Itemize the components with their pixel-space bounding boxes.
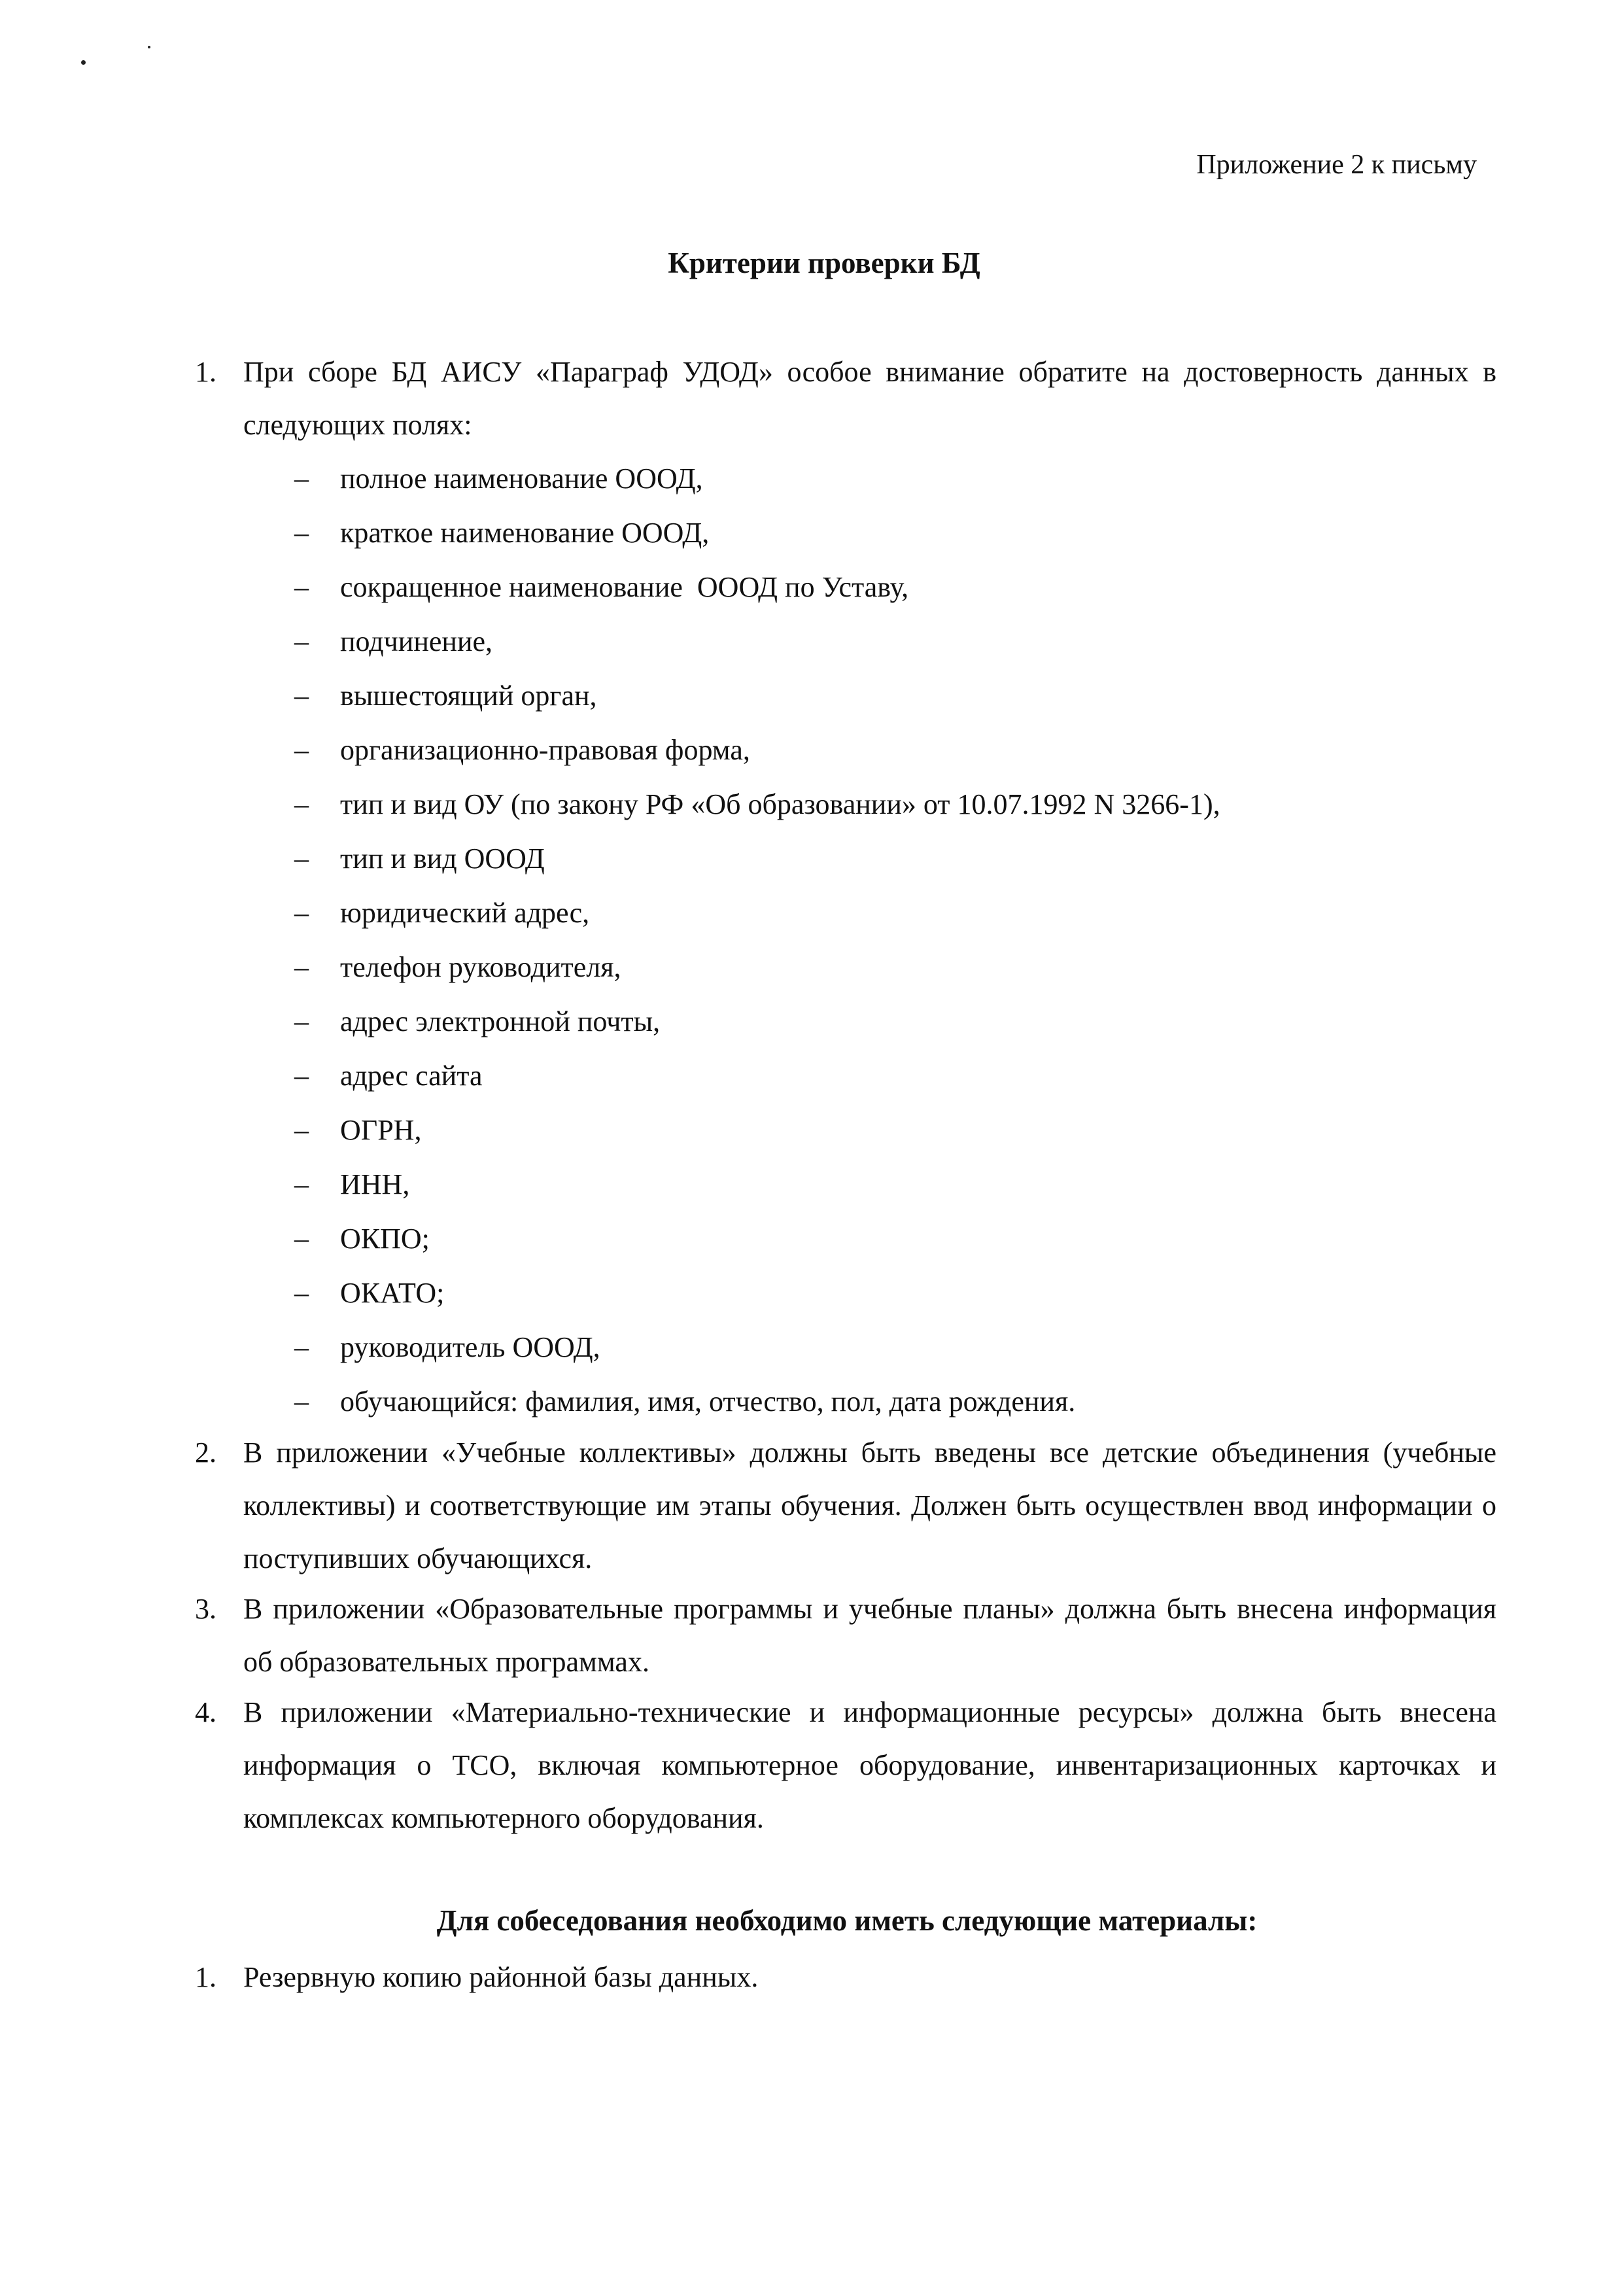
interview-heading: Для собеседования необходимо иметь следующие материалы: (436, 1904, 1258, 1937)
item-text: При сборе БД АИСУ «Параграф УДОД» особое внимание обратите на достоверность данных в следующих полях: (243, 356, 1496, 441)
criterion-3 (195, 1582, 1496, 1688)
item-number: 1. (195, 356, 216, 388)
dash-bullet: – (294, 788, 309, 820)
dash-bullet: – (294, 843, 309, 875)
dash-bullet: – (294, 1331, 309, 1363)
criterion-item (195, 1426, 1496, 1585)
criterion-2 (195, 1426, 1496, 1585)
item-number: 4. (195, 1696, 216, 1728)
interview-item (195, 1951, 1496, 2004)
annex-label: Приложение 2 к письму (1196, 150, 1477, 180)
field-item: – организационно-правовая форма, (195, 723, 1496, 777)
dash-bullet: – (294, 1060, 309, 1092)
dash-bullet: – (294, 680, 309, 712)
dash-bullet: – (294, 1005, 309, 1037)
field-item: – обучающийся: фамилия, имя, отчество, пол, дата рождения. (195, 1374, 1496, 1429)
scan-speck (148, 46, 150, 48)
criterion-item (195, 345, 1496, 451)
dash-bullet: – (294, 1385, 309, 1418)
field-item: – юридический адрес, (195, 886, 1496, 940)
field-item: – тип и вид ОУ (по закону РФ «Об образовании» от 10.07.1992 N 3266-1), (195, 777, 1496, 831)
dash-bullet: – (294, 571, 309, 603)
field-item: – сокращенное наименование ОООД по Уставу, (195, 560, 1496, 614)
dash-bullet: – (294, 517, 309, 549)
fields-list (195, 451, 1496, 1429)
field-item: – полное наименование ОООД, (195, 451, 1496, 506)
item-text: В приложении «Учебные коллективы» должны быть введены все детские объединения (учебные коллективы) и соответствующие им этапы обучения. Должен быть осуществлен ввод информации о поступивших обучающихся. (243, 1436, 1496, 1574)
field-item: – вышестоящий орган, (195, 669, 1496, 723)
dash-bullet: – (294, 734, 309, 766)
criterion-4 (195, 1686, 1496, 1845)
item-number: 1. (195, 1961, 216, 1993)
dash-bullet: – (294, 1114, 309, 1146)
dash-bullet: – (294, 625, 309, 657)
dash-bullet: – (294, 1223, 309, 1255)
field-item: – телефон руководителя, (195, 940, 1496, 994)
field-item: – краткое наименование ОООД, (195, 506, 1496, 560)
dash-bullet: – (294, 897, 309, 929)
criterion-item (195, 1686, 1496, 1845)
criterion-1 (195, 345, 1496, 1429)
field-item: – подчинение, (195, 614, 1496, 669)
dash-bullet: – (294, 462, 309, 495)
field-item: – адрес сайта (195, 1049, 1496, 1103)
scan-speck (81, 60, 86, 65)
interview-materials (195, 1951, 1496, 2004)
item-number: 3. (195, 1593, 216, 1625)
field-item: – ОКПО; (195, 1211, 1496, 1266)
field-item: – ИНН, (195, 1157, 1496, 1211)
dash-bullet: – (294, 951, 309, 983)
field-item: – ОКАТО; (195, 1266, 1496, 1320)
field-item: – тип и вид ОООД (195, 831, 1496, 886)
item-number: 2. (195, 1436, 216, 1469)
document-title: Критерии проверки БД (668, 247, 980, 279)
item-text: Резервную копию районной базы данных. (243, 1961, 759, 1993)
item-text: В приложении «Образовательные программы и учебные планы» должна быть внесена информация об образовательных программах. (243, 1593, 1496, 1678)
field-item: – ОГРН, (195, 1103, 1496, 1157)
dash-bullet: – (294, 1168, 309, 1200)
field-item: – адрес электронной почты, (195, 994, 1496, 1049)
field-item: – руководитель ОООД, (195, 1320, 1496, 1374)
criterion-item (195, 1582, 1496, 1688)
dash-bullet: – (294, 1277, 309, 1309)
item-text: В приложении «Материально-технические и информационные ресурсы» должна быть внесена информация о ТСО, включая компьютерное оборудование, инвентаризационных карточках и комплексах компьютерного оборудования. (243, 1696, 1496, 1834)
